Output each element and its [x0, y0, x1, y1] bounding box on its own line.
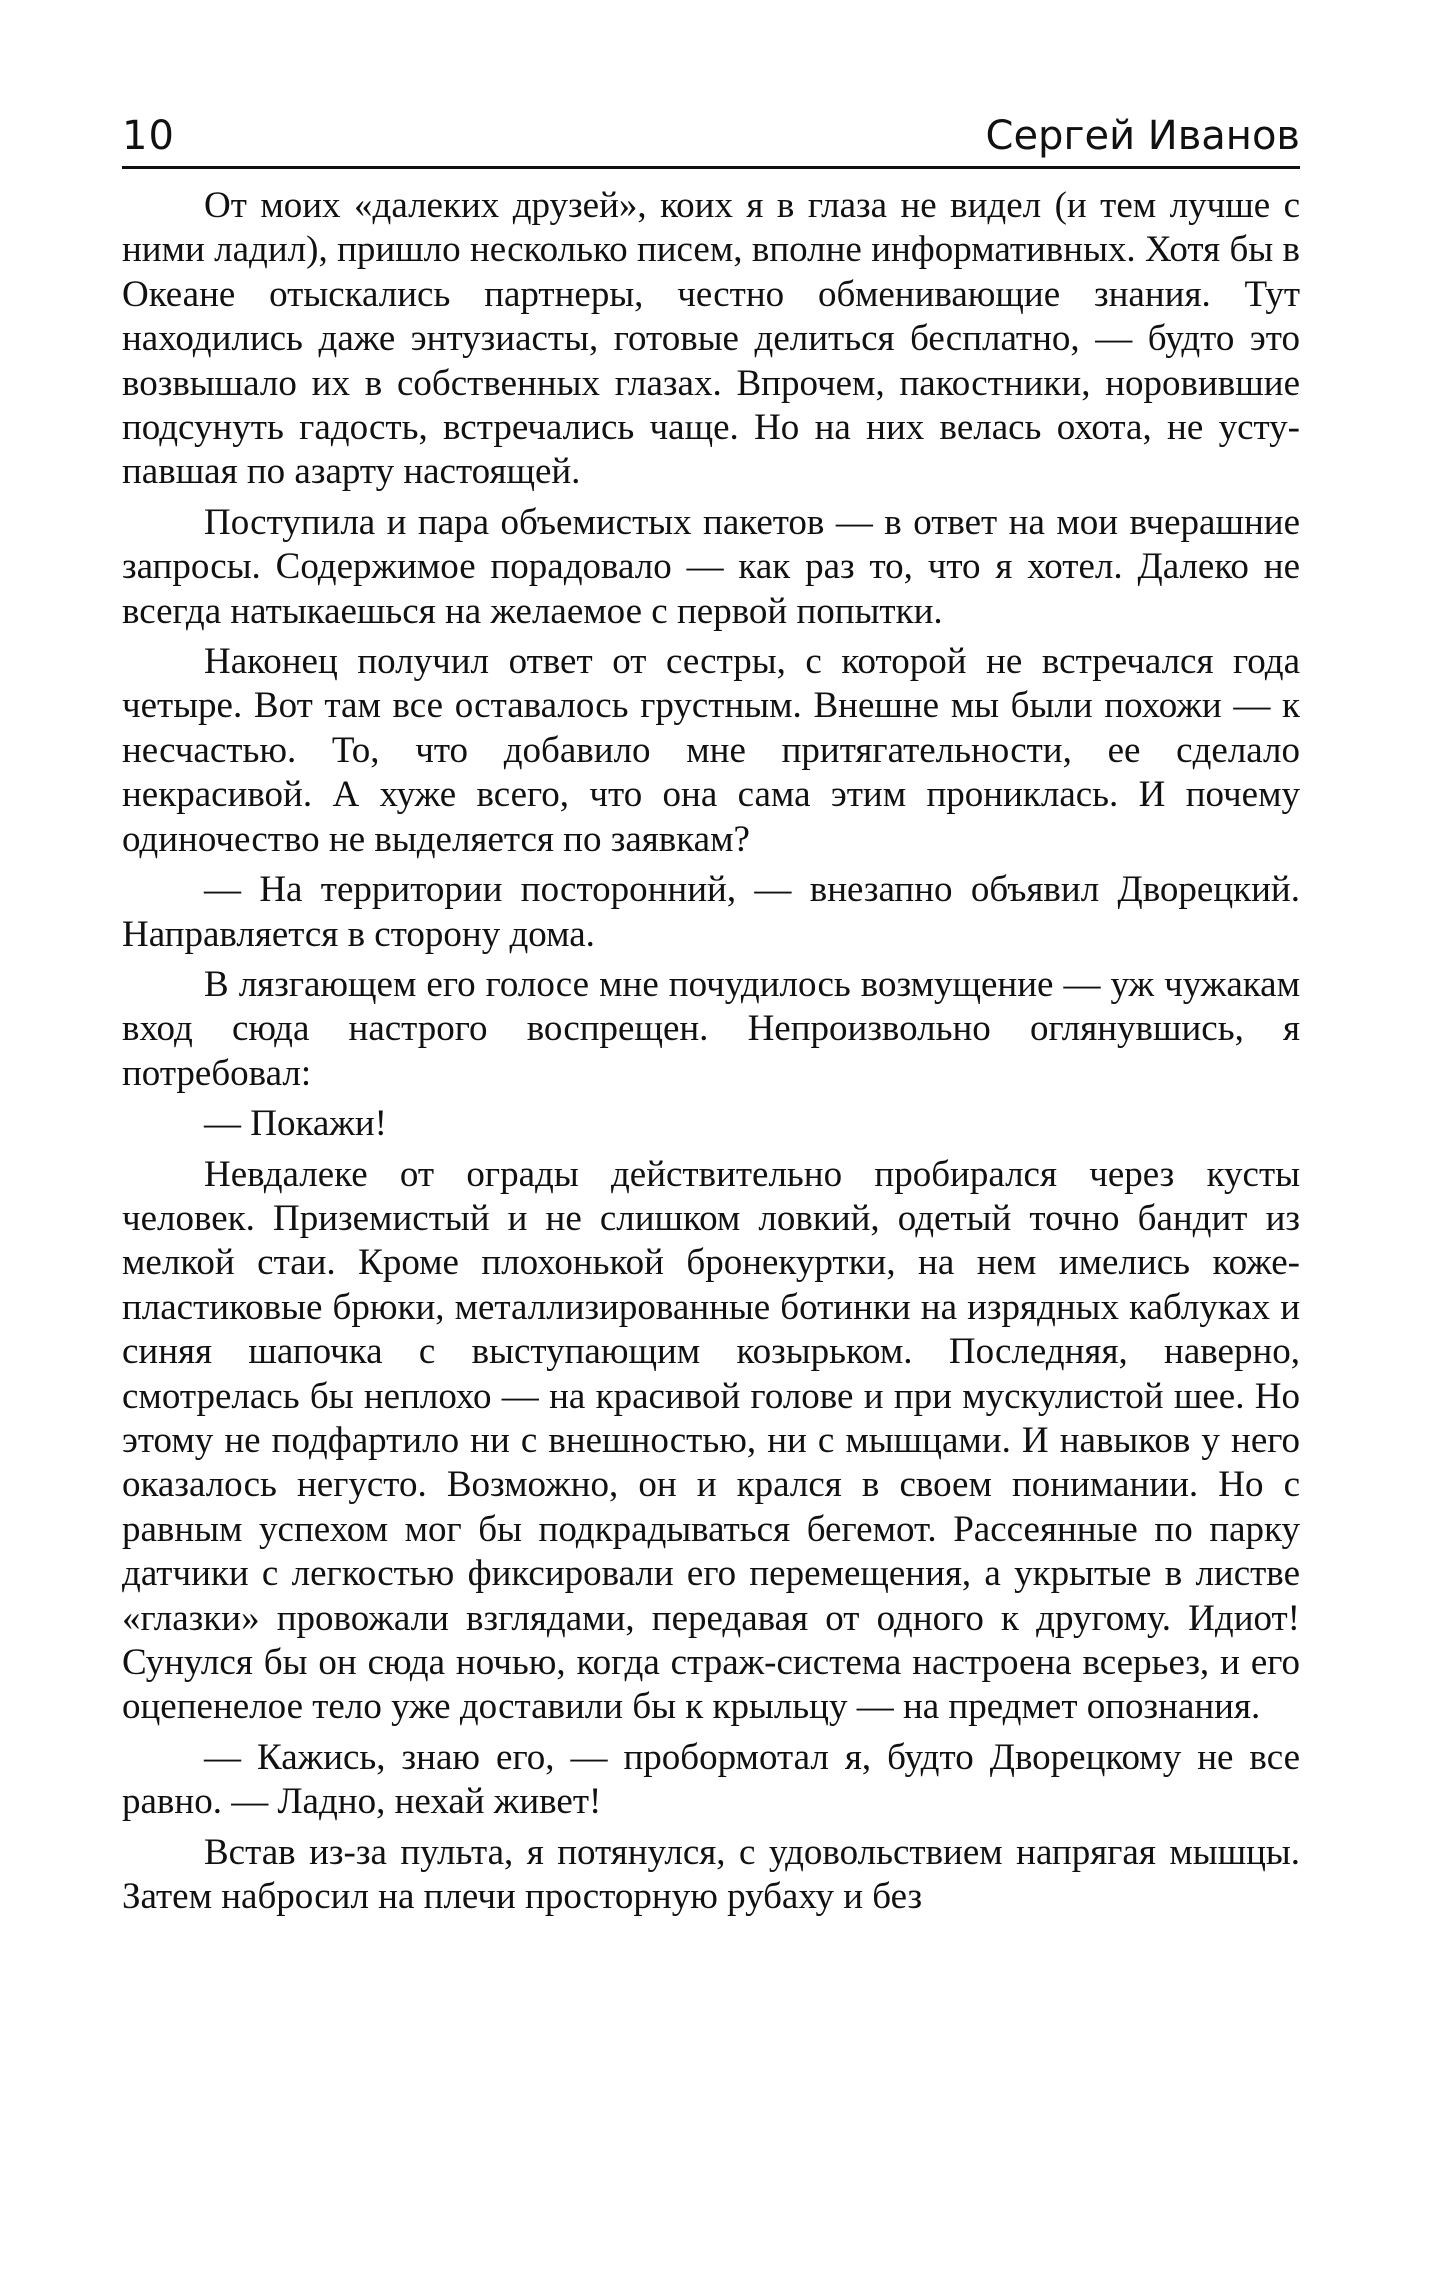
paragraph: В лязгающем его голосе мне почудилось возмущение — уж чужакам вход сюда настрого воспрещен. Непроизвольно оглянувшись, я потребовал: [122, 963, 1300, 1094]
header-rule [122, 166, 1300, 169]
paragraph: — Кажись, знаю его, — пробормотал я, будто Дворецкому не все равно. — Ладно, нехай живет! [122, 1736, 1300, 1823]
paragraph: Наконец получил ответ от сестры, с которой не встречался года четыре. Вот там все оставалось грустным. Внешне мы были похожи — к несчастью. То, что добавило мне притягательности, ее сделало некрасивой. А хуже всего, что она сама этим прониклась. И почему одиночество не выделяется по заявкам? [122, 641, 1300, 860]
paragraph: От моих «далеких друзей», коих я в глаза не видел (и тем лучше с ними ладил), пришло несколько писем, вполне информативных. Хотя бы в Океане отыскались партнеры, честно обменивающие знания. Тут находились даже энтузиасты, готовые делиться бесплатно, — будто это возвышало их в собственных глазах. Впрочем, пакостники, норовившие подсунуть гадость, встречались чаще. Но на них велась охота, не уступавшая по азарту настоящей. [122, 185, 1300, 493]
paragraph: Встав из-за пульта, я потянулся, с удовольствием напрягая мышцы. Затем набросил на плечи просторную рубаху и без [122, 1831, 1300, 1918]
running-head [122, 108, 1300, 168]
paragraph: — На территории посторонний, — внезапно объявил Дворецкий. Направляется в сторону дома. [122, 869, 1300, 955]
paragraph: — Покажи! [204, 1103, 387, 1145]
body-text [122, 184, 1300, 1925]
page-number: 10 [122, 113, 175, 159]
paragraph: Невдалеке от ограды действительно пробирался через кусты человек. Приземистый и не слишком ловкий, одетый точно бандит из мелкой стаи. Кроме плохонькой бронекуртки, на нем имелись коже-пластиковые брюки, металлизированные ботинки на изрядных каблуках и синяя шапочка с выступающим козырьком. Последняя, наверно, смотрелась бы неплохо — на красивой голове и при мускулистой шее. Но этому не подфартило ни с внешностью, ни с мышцами. И навыков у него оказалось негусто. Возможно, он и крался в своем понимании. Но с равным успехом мог бы подкрадываться бегемот. Рассеянные по парку датчики с легкостью фиксировали его перемещения, а укрытые в листве «глазки» провожали взглядами, передавая от одного к другому. Идиот! Сунулся бы он сюда ночью, когда страж-система настроена всерьез, и его оцепенелое тело уже доставили бы к крыльцу — на предмет опознания. [122, 1153, 1300, 1728]
running-head-author: Сергей Иванов [985, 113, 1300, 159]
paragraph: Поступила и пара объемистых пакетов — в ответ на мои вчерашние запросы. Содержимое порадовало — как раз то, что я хотел. Далеко не всегда натыкаешься на желаемое с первой попытки. [122, 501, 1300, 632]
